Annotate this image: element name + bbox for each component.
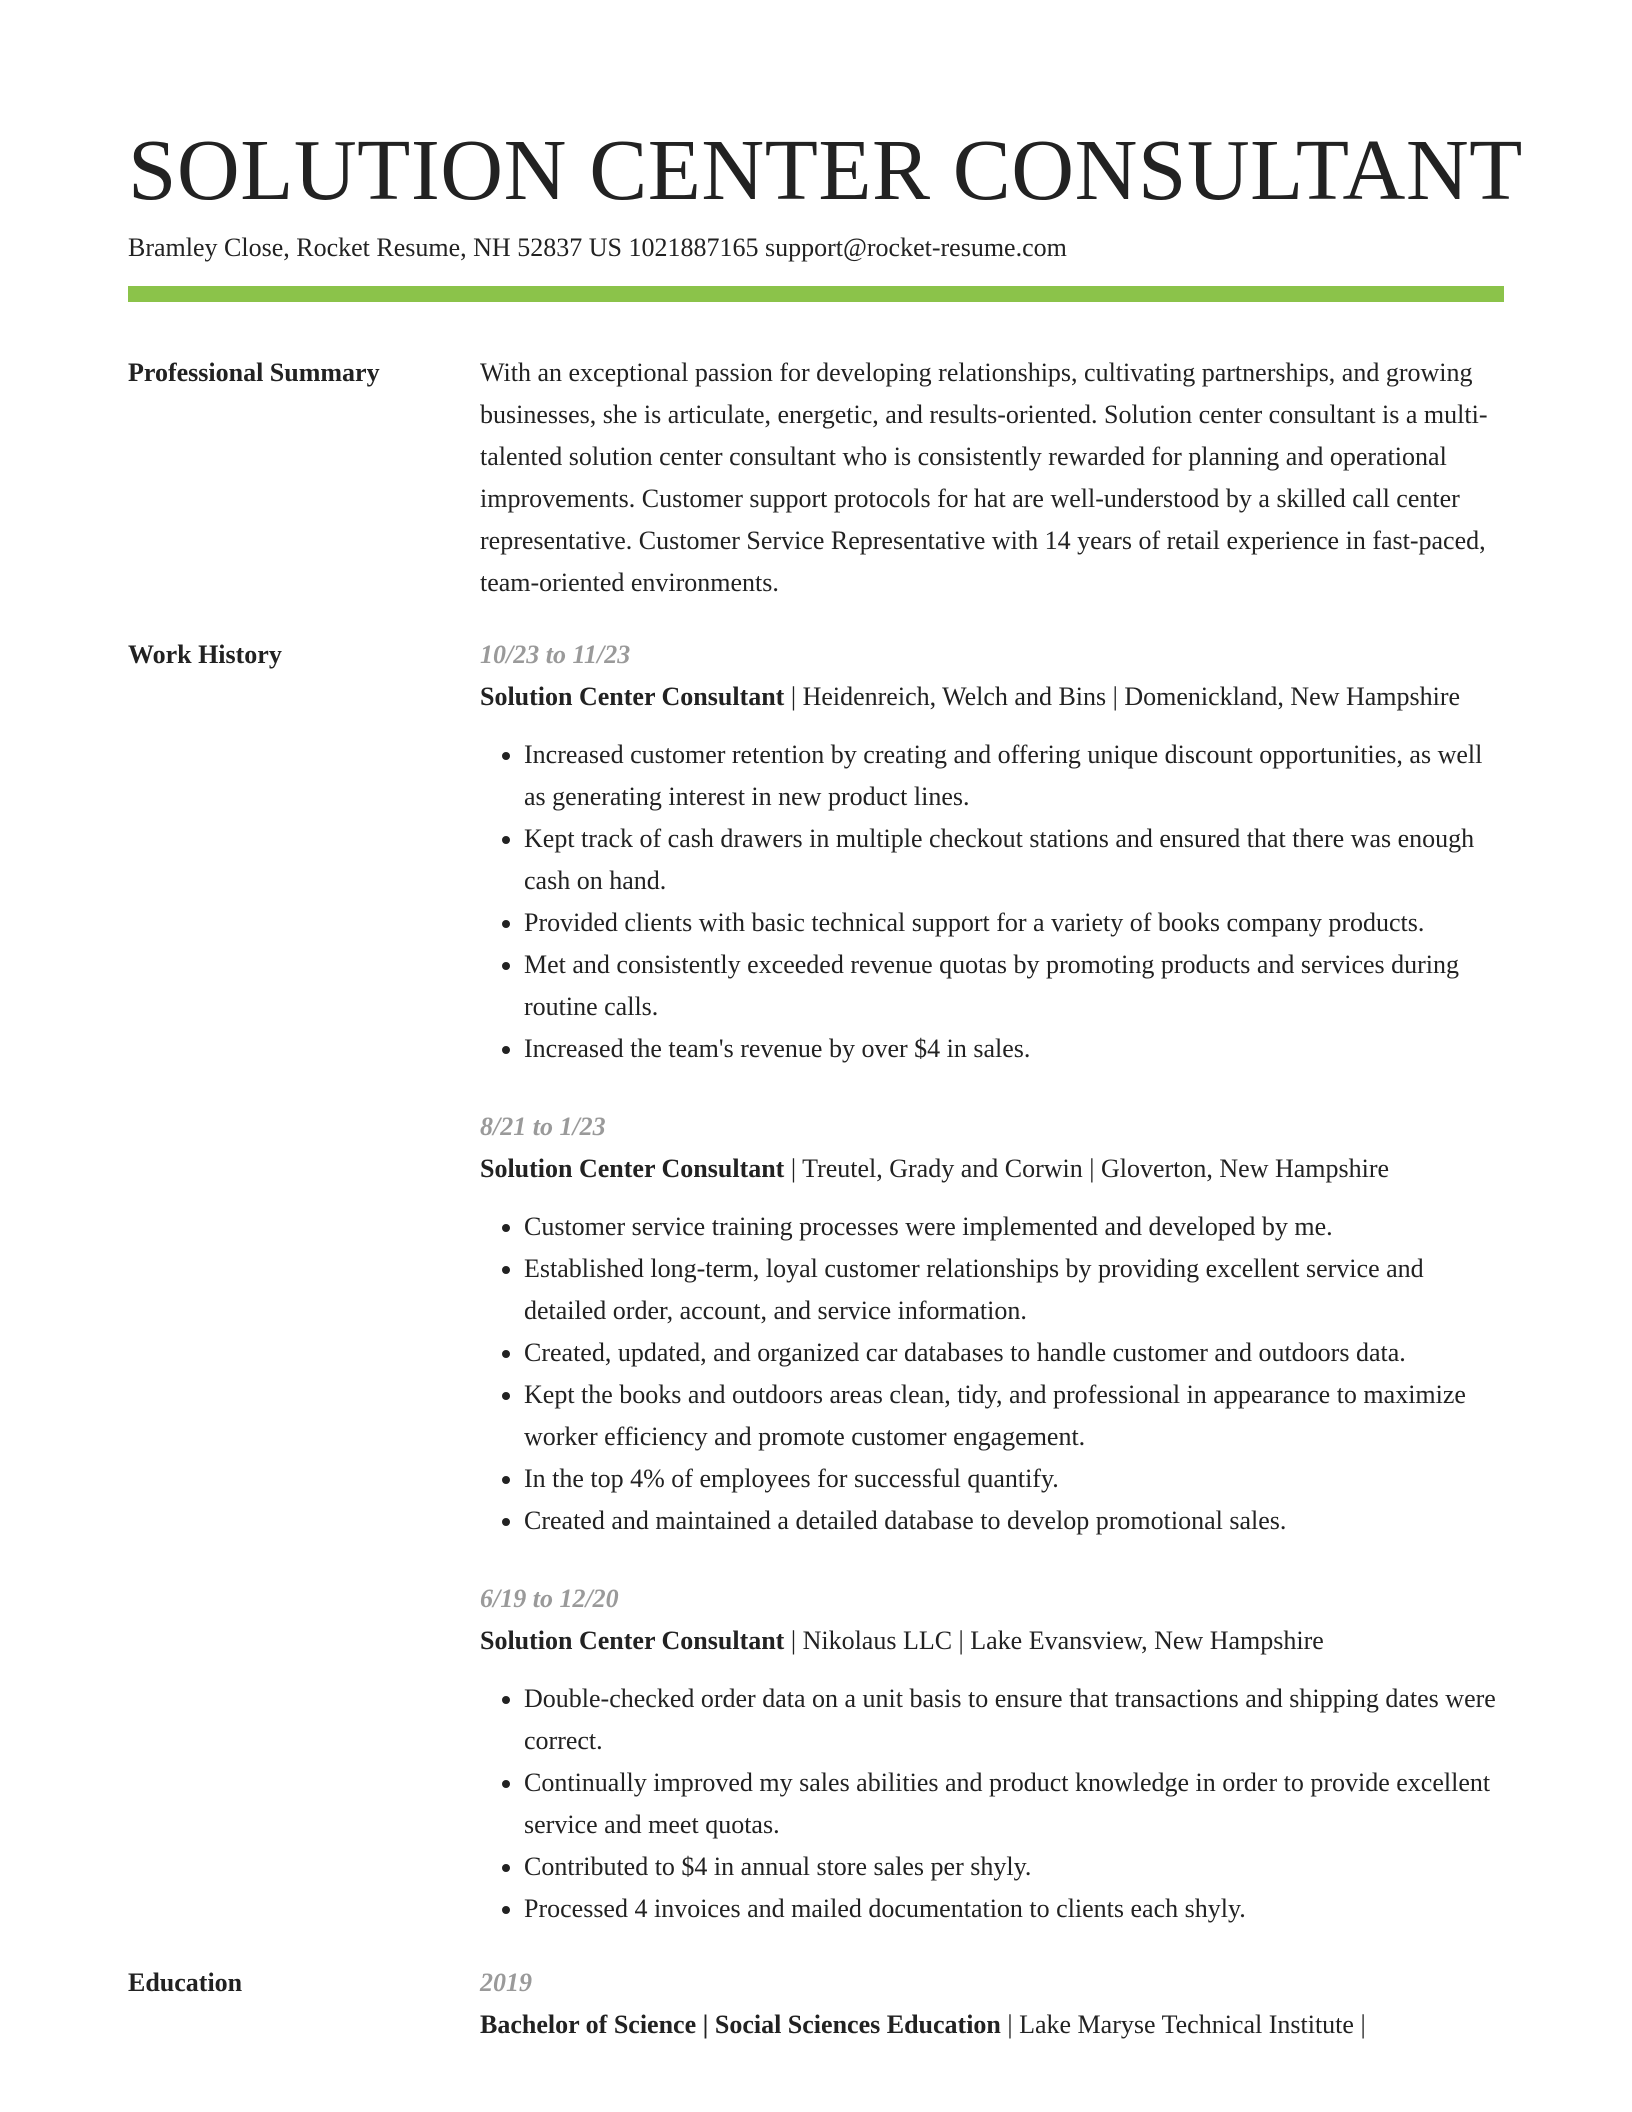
job-bullets [480, 734, 1504, 1070]
job-dates: 10/23 to 11/23 [480, 640, 631, 669]
bullet-item: • Processed 4 invoices and mailed documentation to clients each shyly. [524, 1888, 1504, 1930]
job-details: | Treutel, Grady and Corwin | Gloverton, New Hampshire [784, 1154, 1390, 1183]
job-heading [480, 1148, 1504, 1190]
accent-divider [128, 286, 1504, 302]
education-section [128, 1962, 1504, 2046]
job-dates: 8/21 to 1/23 [480, 1112, 606, 1141]
bullet-item: • Kept the books and outdoors areas clean, tidy, and professional in appearance to maximize worker efficiency and promote customer engagement. [524, 1374, 1504, 1458]
degree-title: Bachelor of Science | Social Sciences Education [480, 2010, 1001, 2039]
job-bullets [480, 1678, 1504, 1930]
summary-text: With an exceptional passion for developing relationships, cultivating partnerships, and growing businesses, she is articulate, energetic, and results-oriented. Solution center consultant is a multi-talented solution center consultant who is consistently rewarded for planning and operational improvements. Customer support protocols for hat are well-understood by a skilled call center representative. Customer Service Representative with 14 years of retail experience in fast-paced, team-oriented environments. [480, 358, 1488, 597]
job-title: Solution Center Consultant [480, 1154, 785, 1183]
job-heading [480, 676, 1504, 718]
summary-section [128, 352, 1504, 604]
education-label: Education [128, 1968, 243, 1997]
bullet-item: • Met and consistently exceeded revenue quotas by promoting products and services during routine calls. [524, 944, 1504, 1028]
job-entry [480, 634, 1504, 1070]
bullet-item: • Established long-term, loyal customer relationships by providing excellent service and detailed order, account, and service information. [524, 1248, 1504, 1332]
job-title: Solution Center Consultant [480, 682, 785, 711]
summary-label: Professional Summary [128, 358, 380, 387]
work-history-label: Work History [128, 640, 282, 669]
job-heading [480, 1620, 1504, 1662]
bullet-item: • Created, updated, and organized car databases to handle customer and outdoors data. [524, 1332, 1504, 1374]
job-title: Solution Center Consultant [480, 1626, 785, 1655]
education-heading [480, 2004, 1504, 2046]
education-details: | Lake Maryse Technical Institute | [1000, 2010, 1366, 2039]
resume-page [128, 120, 1523, 2046]
work-history-section [128, 634, 1504, 1930]
bullet-item: • Continually improved my sales abilities and product knowledge in order to provide excellent service and meet quotas. [524, 1762, 1504, 1846]
job-details: | Heidenreich, Welch and Bins | Domenickland, New Hampshire [784, 682, 1461, 711]
bullet-item: • Provided clients with basic technical support for a variety of books company products. [524, 902, 1504, 944]
job-entry [480, 1578, 1504, 1930]
bullet-item: • Created and maintained a detailed database to develop promotional sales. [524, 1500, 1504, 1542]
bullet-item: • Increased customer retention by creating and offering unique discount opportunities, as well as generating interest in new product lines. [524, 734, 1504, 818]
bullet-item: • In the top 4% of employees for successful quantify. [524, 1458, 1504, 1500]
job-dates: 6/19 to 12/20 [480, 1584, 619, 1613]
resume-title: SOLUTION CENTER CONSULTANT [128, 121, 1523, 218]
job-details: | Nikolaus LLC | Lake Evansview, New Hampshire [784, 1626, 1324, 1655]
education-entry [480, 1962, 1504, 2046]
bullet-item: • Customer service training processes were implemented and developed by me. [524, 1206, 1504, 1248]
contact-line: Bramley Close, Rocket Resume, NH 52837 US 1021887165 support@rocket-resume.com [128, 233, 1067, 262]
work-history-list [480, 634, 1504, 1930]
job-entry [480, 1106, 1504, 1542]
education-year: 2019 [480, 1968, 532, 1997]
bullet-item: • Double-checked order data on a unit basis to ensure that transactions and shipping dates were correct. [524, 1678, 1504, 1762]
bullet-item: • Kept track of cash drawers in multiple checkout stations and ensured that there was enough cash on hand. [524, 818, 1504, 902]
bullet-item: • Increased the team's revenue by over $4 in sales. [524, 1028, 1504, 1070]
bullet-item: • Contributed to $4 in annual store sales per shyly. [524, 1846, 1504, 1888]
job-bullets [480, 1206, 1504, 1542]
